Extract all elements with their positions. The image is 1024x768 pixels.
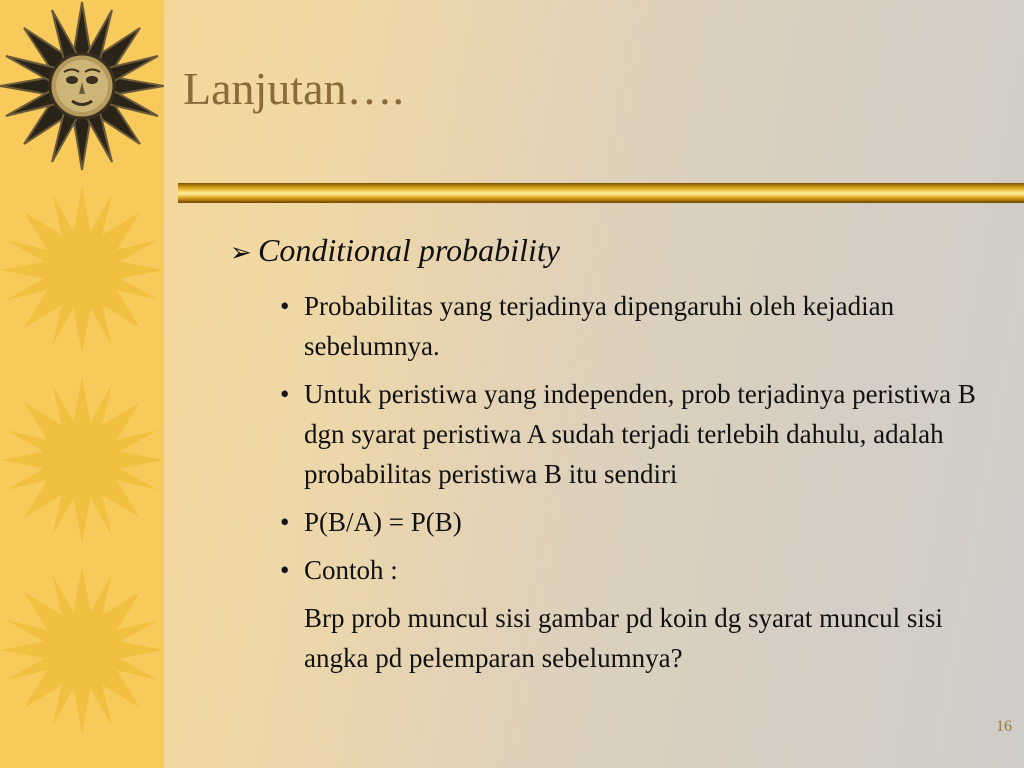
list-item — [280, 502, 1010, 542]
example-paragraph — [280, 598, 1010, 678]
example-text: Brp prob muncul sisi gambar pd koin dg syarat muncul sisi angka pd pelemparan sebelumnya? — [304, 603, 943, 673]
list-item — [280, 550, 1010, 590]
arrow-bullet-icon: ➢ — [230, 238, 252, 267]
sun-face-icon — [0, 0, 164, 180]
sun-ornament-icon — [0, 180, 164, 360]
title-divider — [178, 183, 1024, 203]
section-heading — [230, 232, 560, 269]
slide-title: Lanjutan…. — [183, 63, 404, 114]
bullet-dot-icon: • — [280, 379, 290, 409]
list-item-text: Untuk peristiwa yang independen, prob terjadinya peristiwa B dgn syarat peristiwa A sudah terjadi terlebih dahulu, adalah probabilitas peristiwa B itu sendiri — [304, 379, 976, 489]
sun-ornament-icon — [0, 560, 164, 740]
bullet-dot-icon: • — [280, 555, 290, 585]
list-item — [280, 374, 1010, 494]
list-item-text: P(B/A) = P(B) — [304, 507, 462, 537]
list-item — [280, 286, 1010, 366]
sun-ornament-icon — [0, 370, 164, 550]
bullet-dot-icon: • — [280, 291, 290, 321]
list-item-text: Probabilitas yang terjadinya dipengaruhi oleh kejadian sebelumnya. — [304, 291, 895, 361]
section-heading-label: Conditional probability — [258, 232, 560, 268]
list-item-text: Contoh : — [304, 555, 398, 585]
bullet-list — [280, 286, 1010, 686]
bullet-dot-icon: • — [280, 507, 290, 537]
decorative-left-bar — [0, 0, 164, 768]
page-number: 16 — [996, 718, 1012, 735]
